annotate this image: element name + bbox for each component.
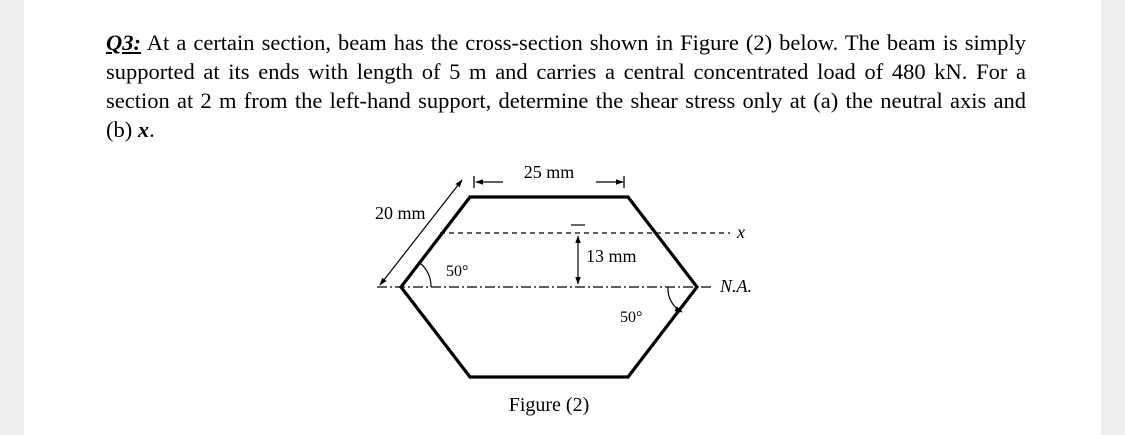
angle-arc-left bbox=[420, 263, 431, 287]
slant-side-label: 20 mm bbox=[375, 203, 426, 223]
neutral-axis-label: N.A. bbox=[720, 276, 753, 296]
depth-label: 13 mm bbox=[586, 246, 637, 266]
x-level-label: x bbox=[737, 222, 745, 242]
angle-left-label: 50° bbox=[446, 263, 469, 280]
question-end: . bbox=[149, 117, 155, 142]
figure-caption: Figure (2) bbox=[508, 394, 590, 416]
top-width-label: 25 mm bbox=[523, 162, 575, 182]
question-label: Q3: bbox=[106, 30, 141, 55]
question-text: At a certain section, beam has the cross-section shown in Figure (2) below. The beam is simply supported at its ends with length of 5 m and carries a central concentrated load of 480 kN. For a section at 2 m from the left-hand support, determine the shear stress only at (a) the neutral axis and (b) bbox=[106, 30, 1026, 142]
question-variable: x bbox=[137, 117, 150, 142]
angle-right-label: 50° bbox=[620, 309, 643, 326]
